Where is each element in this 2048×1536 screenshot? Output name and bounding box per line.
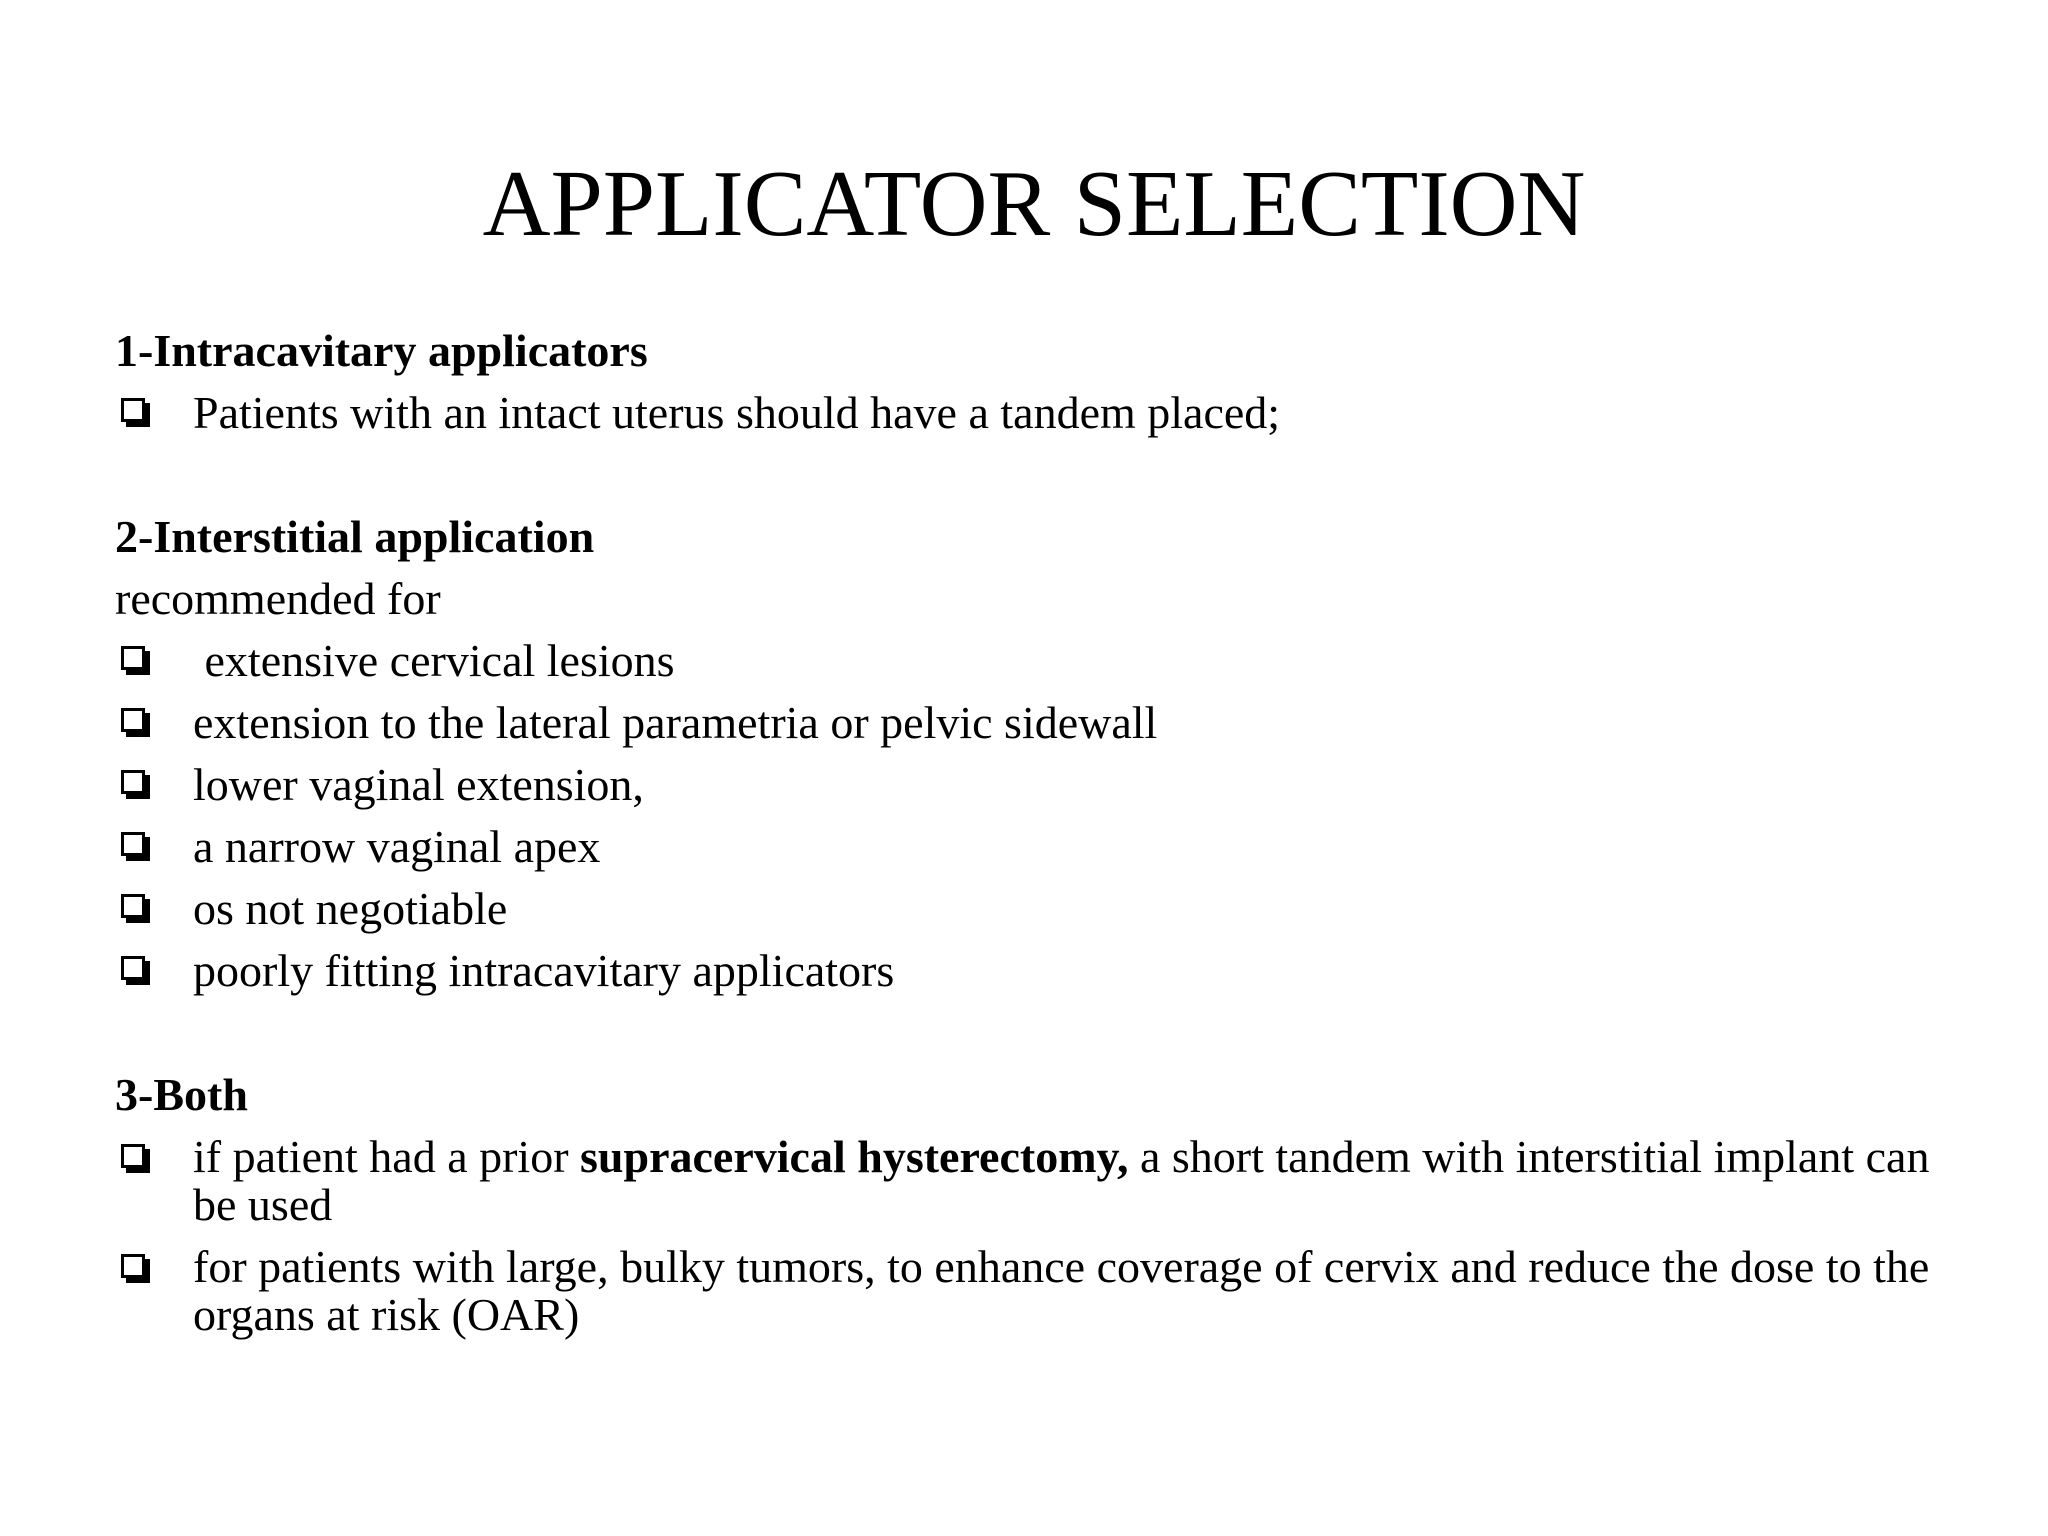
list-item bbox=[115, 754, 1975, 816]
list-item bbox=[115, 1126, 1975, 1236]
checkbox-square-icon bbox=[121, 956, 145, 980]
section-heading-intracavitary: 1-Intracavitary applicators bbox=[115, 325, 648, 376]
list-item-text: extension to the lateral parametria or pelvic sidewall bbox=[193, 697, 1158, 748]
list-item-text-before: if patient had a prior bbox=[193, 1131, 581, 1182]
checkbox-square-icon bbox=[121, 1254, 145, 1278]
spacer bbox=[115, 1002, 1975, 1064]
checkbox-square-icon bbox=[121, 770, 145, 794]
checkbox-square-icon bbox=[121, 646, 145, 670]
list-item bbox=[115, 816, 1975, 878]
list-item-text: for patients with large, bulky tumors, to enhance coverage of cervix and reduce the dose to the organs at risk (OAR) bbox=[193, 1241, 1930, 1340]
list-item-text: lower vaginal extension, bbox=[193, 759, 644, 810]
list-item-text-bold: supracervical hysterectomy, bbox=[580, 1131, 1129, 1182]
list-item-text-after: a short tandem with interstitial implant can be used bbox=[193, 1131, 1941, 1230]
list-item bbox=[115, 940, 1975, 1002]
list-item bbox=[115, 878, 1975, 940]
checkbox-square-icon bbox=[121, 832, 145, 856]
spacer bbox=[115, 444, 1975, 506]
checkbox-square-icon bbox=[121, 1144, 145, 1168]
section-heading-both: 3-Both bbox=[115, 1069, 248, 1120]
slide-content bbox=[115, 320, 1975, 1346]
list-item bbox=[115, 692, 1975, 754]
list-item-text: Patients with an intact uterus should have a tandem placed; bbox=[193, 387, 1281, 438]
slide-title: APPLICATOR SELECTION bbox=[482, 152, 1586, 256]
list-item bbox=[115, 382, 1975, 444]
section-intro-text: recommended for bbox=[115, 573, 441, 624]
list-item-text: os not negotiable bbox=[193, 883, 508, 934]
list-item bbox=[115, 1236, 1975, 1346]
list-item bbox=[115, 630, 1975, 692]
list-item-text: extensive cervical lesions bbox=[193, 635, 675, 686]
list-item-text: a narrow vaginal apex bbox=[193, 821, 601, 872]
checkbox-square-icon bbox=[121, 708, 145, 732]
checkbox-square-icon bbox=[121, 398, 145, 422]
section-heading-interstitial: 2-Interstitial application bbox=[115, 511, 595, 562]
list-item-text: poorly fitting intracavitary applicators bbox=[193, 945, 895, 996]
checkbox-square-icon bbox=[121, 894, 145, 918]
